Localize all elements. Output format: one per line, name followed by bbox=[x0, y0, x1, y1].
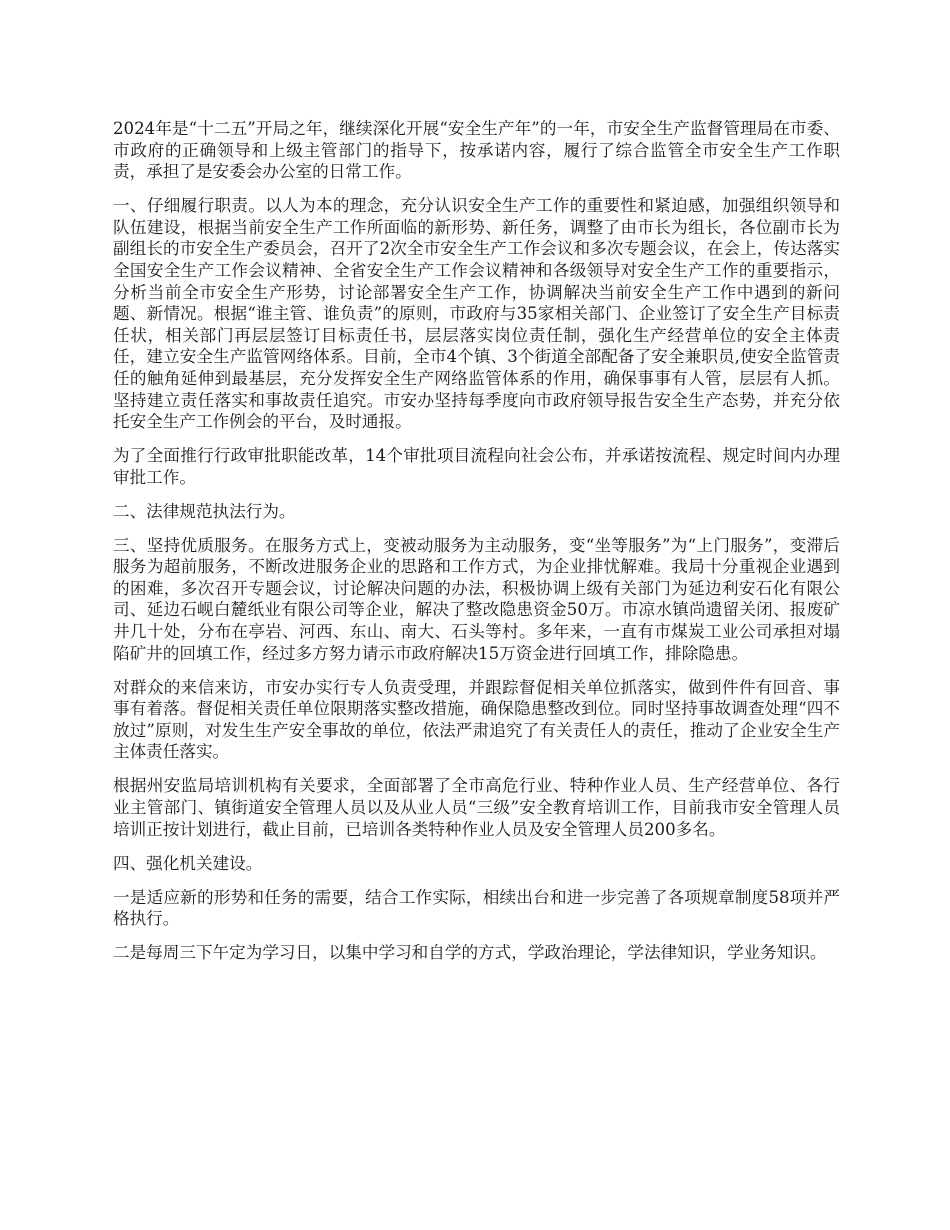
paragraph-intro: 2024年是“十二五”开局之年，继续深化开展“安全生产年”的一年，市安全生产监督管理局在市委、市政府的正确领导和上级主管部门的指导下，按承诺内容，履行了综合监管全市安全生产工作职责，承担了是安委会办公室的日常工作。 bbox=[113, 119, 840, 182]
paragraph-approval-reform: 为了全面推行行政审批职能改革，14个审批项目流程向社会公布，并承诺按流程、规定时间内办理审批工作。 bbox=[113, 446, 840, 487]
paragraph-rules: 一是适应新的形势和任务的需要，结合工作实际，相续出台和进一步完善了各项规章制度58项并严格执行。 bbox=[113, 887, 840, 929]
paragraph-section-4-heading: 四、强化机关建设。 bbox=[113, 853, 263, 873]
paragraph-section-2-heading: 二、法律规范执法行为。 bbox=[113, 501, 296, 521]
paragraph-section-1: 一、仔细履行职责。以人为本的理念，充分认识安全生产工作的重要性和紧迫感，加强组织领导和队伍建设，根据当前安全生产工作所面临的新形势、新任务，调整了由市长为组长，各位副市长为副组长的市安全生产委员会，召开了2次全市安全生产工作会议和多次专题会议，在会上，传达落实全国安全生产工作会议精神、全省安全生产工作会议精神和各级领导对安全生产工作的重要指示，分析当前全市安全生产形势，讨论部署安全生产工作，协调解决当前安全生产工作中遇到的新问题、新情况。根据“谁主管、谁负责”的原则，市政府与35家相关部门、企业签订了安全生产目标责任状，相关部门再层层签订目标责任书，层层落实岗位责任制，强化生产经营单位的安全主体责任，建立安全生产监管网络体系。目前，全市4个镇、3个街道全部配备了安全兼职员,使安全监管责任的触角延伸到最基层，充分发挥安全生产网络监管体系的作用，确保事事有人管，层层有人抓。坚持建立责任落实和事故责任追究。市安办坚持每季度向市政府领导报告安全生产态势，并充分依托安全生产工作例会的平台，及时通报。 bbox=[113, 196, 840, 432]
paragraph-section-3: 三、坚持优质服务。在服务方式上，变被动服务为主动服务，变“坐等服务”为“上门服务”，变滞后服务为超前服务，不断改进服务企业的思路和工作方式，为企业排忧解难。我局十分重视企业遇到的困难，多次召开专题会议，讨论解决问题的办法，积极协调上级有关部门为延边利安石化有限公司、延边石岘白麓纸业有限公司等企业，解决了整改隐患资金50万。市凉水镇尚遗留关闭、报废矿井几十处，分布在亭岩、河西、东山、南大、石头等村。多年来，一直有市煤炭工业公司承担对塌陷矿井的回填工作，经过多方努力请示市政府解决15万资金进行回填工作，排除隐患。 bbox=[113, 535, 840, 663]
document-page bbox=[113, 118, 840, 976]
paragraph-training: 根据州安监局培训机构有关要求，全面部署了全市高危行业、特种作业人员、生产经营单位、各行业主管部门、镇街道安全管理人员以及从业人员“三级”安全教育培训工作，目前我市安全管理人员培训正按计划进行，截止目前，已培训各类特种作业人员及安全管理人员200多名。 bbox=[113, 776, 840, 839]
paragraph-study-day: 二是每周三下午定为学习日，以集中学习和自学的方式，学政治理论，学法律知识，学业务知识。 bbox=[113, 943, 827, 963]
paragraph-petitions: 对群众的来信来访，市安办实行专人负责受理，并跟踪督促相关单位抓落实，做到件件有回音、事事有着落。督促相关责任单位限期落实整改措施，确保隐患整改到位。同时坚持事故调查处理“四不放过”原则，对发生生产安全事故的单位，依法严肃追究了有关责任人的责任，推动了企业安全生产主体责任落实。 bbox=[113, 677, 840, 762]
